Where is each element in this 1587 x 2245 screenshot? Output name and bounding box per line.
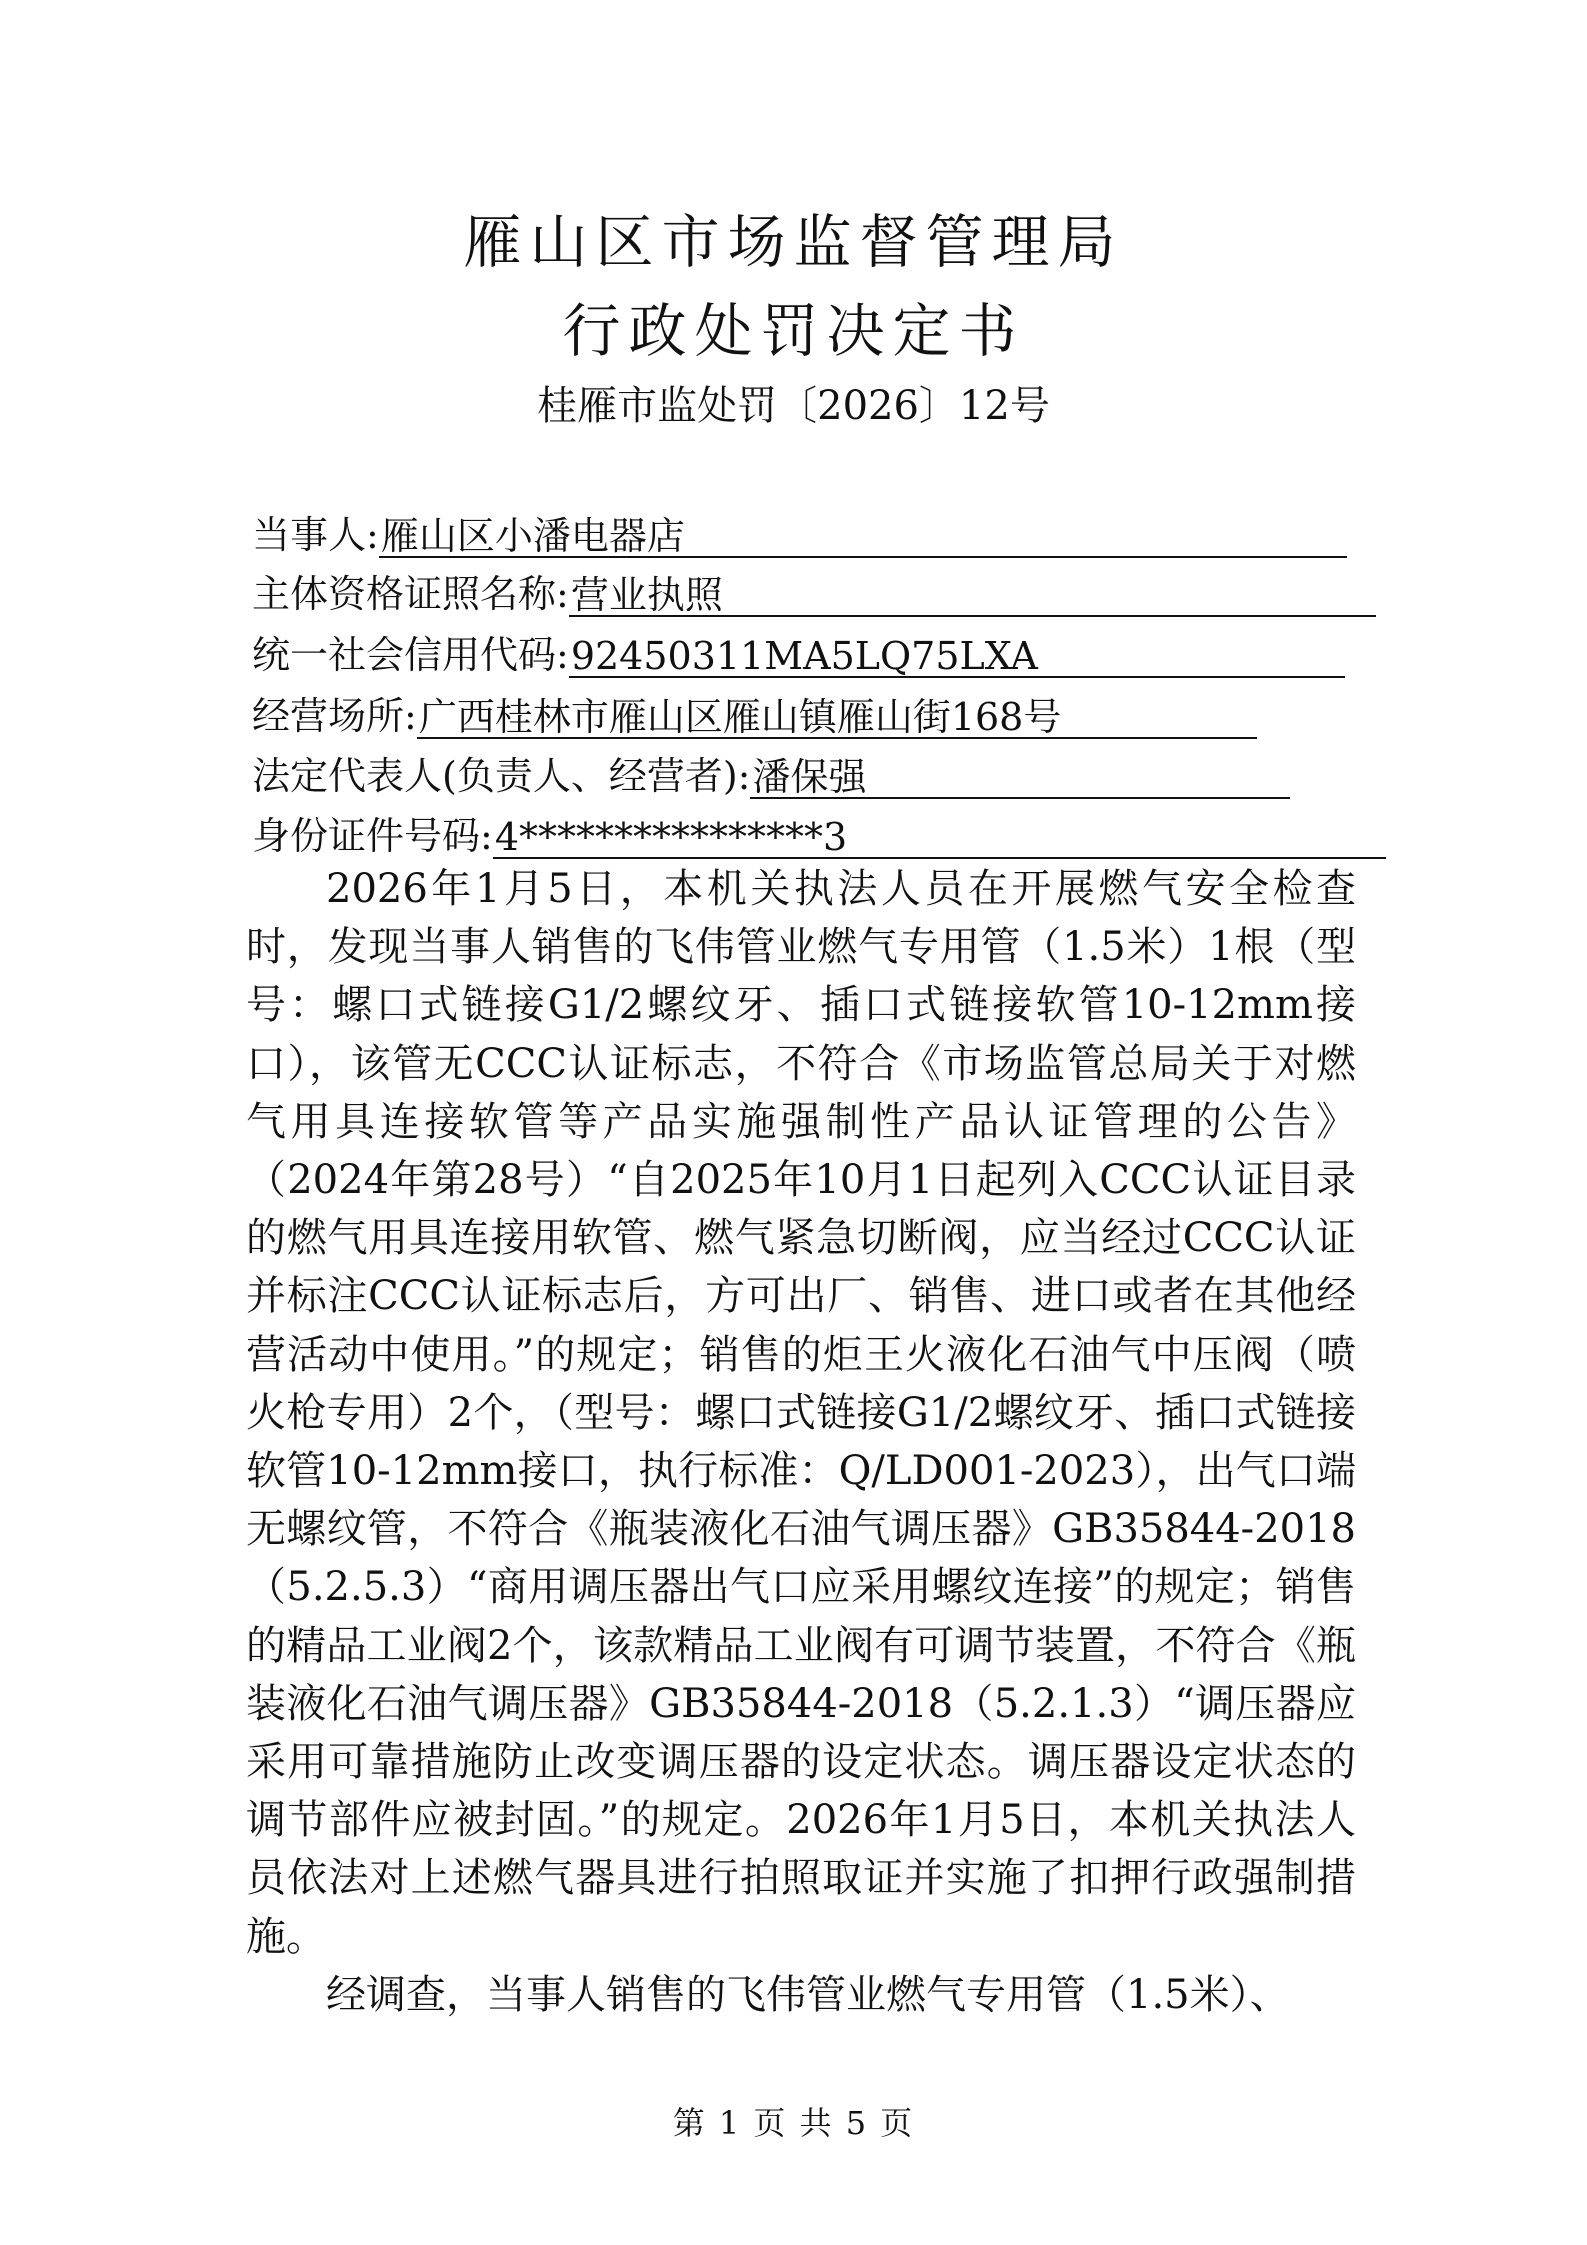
license-value: 营业执照 bbox=[569, 573, 1376, 617]
document-number: 桂雁市监处罚〔2026〕12号 bbox=[537, 383, 1050, 429]
id-number-label: 身份证件号码: bbox=[252, 814, 493, 858]
body-paragraph-2: 经调查，当事人销售的飞伟管业燃气专用管（1.5米）、 bbox=[326, 1971, 1290, 2018]
document-type-title: 行政处罚决定书 bbox=[562, 297, 1025, 365]
body-paragraph-1: 2026年1月5日，本机关执法人员在开展燃气安全检查时，发现当事人销售的飞伟管业燃气专用管（1.5米）1根（型号：螺口式链接G1/2螺纹牙、插口式链接软管10-12mm接口），该管无CCC认证标志，不符合《市场监管总局关于对燃气用具连接软管等产品实施强制性产品认证管理的公告》（2024年第28号）“自2025年10月1日起列入CCC认证目录的燃气用具连接用软管、燃气紧急切断阀，应当经过CCC认证并标注CCC认证标志后，方可出厂、销售、进口或者在其他经营活动中使用。”的规定；销售的炬王火液化石油气中压阀（喷火枪专用）2个，（型号：螺口式链接G1/2螺纹牙、插口式链接软管10-12mm接口，执行标准：Q/LD001-2023），出气口端无螺纹管，不符合《瓶装液化石油气调压器》GB35844-2018（5.2.5.3）“商用调压器出气口应采用螺纹连接”的规定；销售的精品工业阀2个，该款精品工业阀有可调节装置，不符合《瓶装液化石油气调压器》GB35844-2018（5.2.1.3）“调压器应采用可靠措施防止改变调压器的设定状态。调压器设定状态的调节部件应被封固。”的规定。2026年1月5日，本机关执法人员依法对上述燃气器具进行拍照取证并实施了扣押行政强制措施。 bbox=[246, 866, 1356, 1960]
party-name-label: 当事人: bbox=[252, 513, 379, 557]
id-number-field bbox=[252, 813, 1386, 861]
id-number-value: 4****************3 bbox=[493, 815, 1386, 859]
address-value: 广西桂林市雁山区雁山镇雁山街168号 bbox=[417, 695, 1257, 739]
party-name-field bbox=[252, 512, 1347, 560]
party-name-value: 雁山区小潘电器店 bbox=[379, 514, 1347, 558]
page-number: 第 1 页 共 5 页 bbox=[672, 2104, 915, 2142]
representative-label: 法定代表人(负责人、经营者): bbox=[252, 754, 751, 798]
license-field bbox=[252, 571, 1376, 619]
representative-value: 潘保强 bbox=[750, 755, 1290, 799]
agency-title: 雁山区市场监督管理局 bbox=[463, 208, 1124, 276]
representative-field bbox=[252, 753, 1290, 801]
credit-code-field bbox=[252, 632, 1345, 680]
address-label: 经营场所: bbox=[252, 694, 417, 738]
body-text bbox=[246, 860, 1356, 2024]
credit-code-label: 统一社会信用代码: bbox=[252, 633, 569, 677]
license-label: 主体资格证照名称: bbox=[252, 572, 569, 616]
address-field bbox=[252, 693, 1257, 741]
credit-code-value: 92450311MA5LQ75LXA bbox=[569, 634, 1345, 678]
